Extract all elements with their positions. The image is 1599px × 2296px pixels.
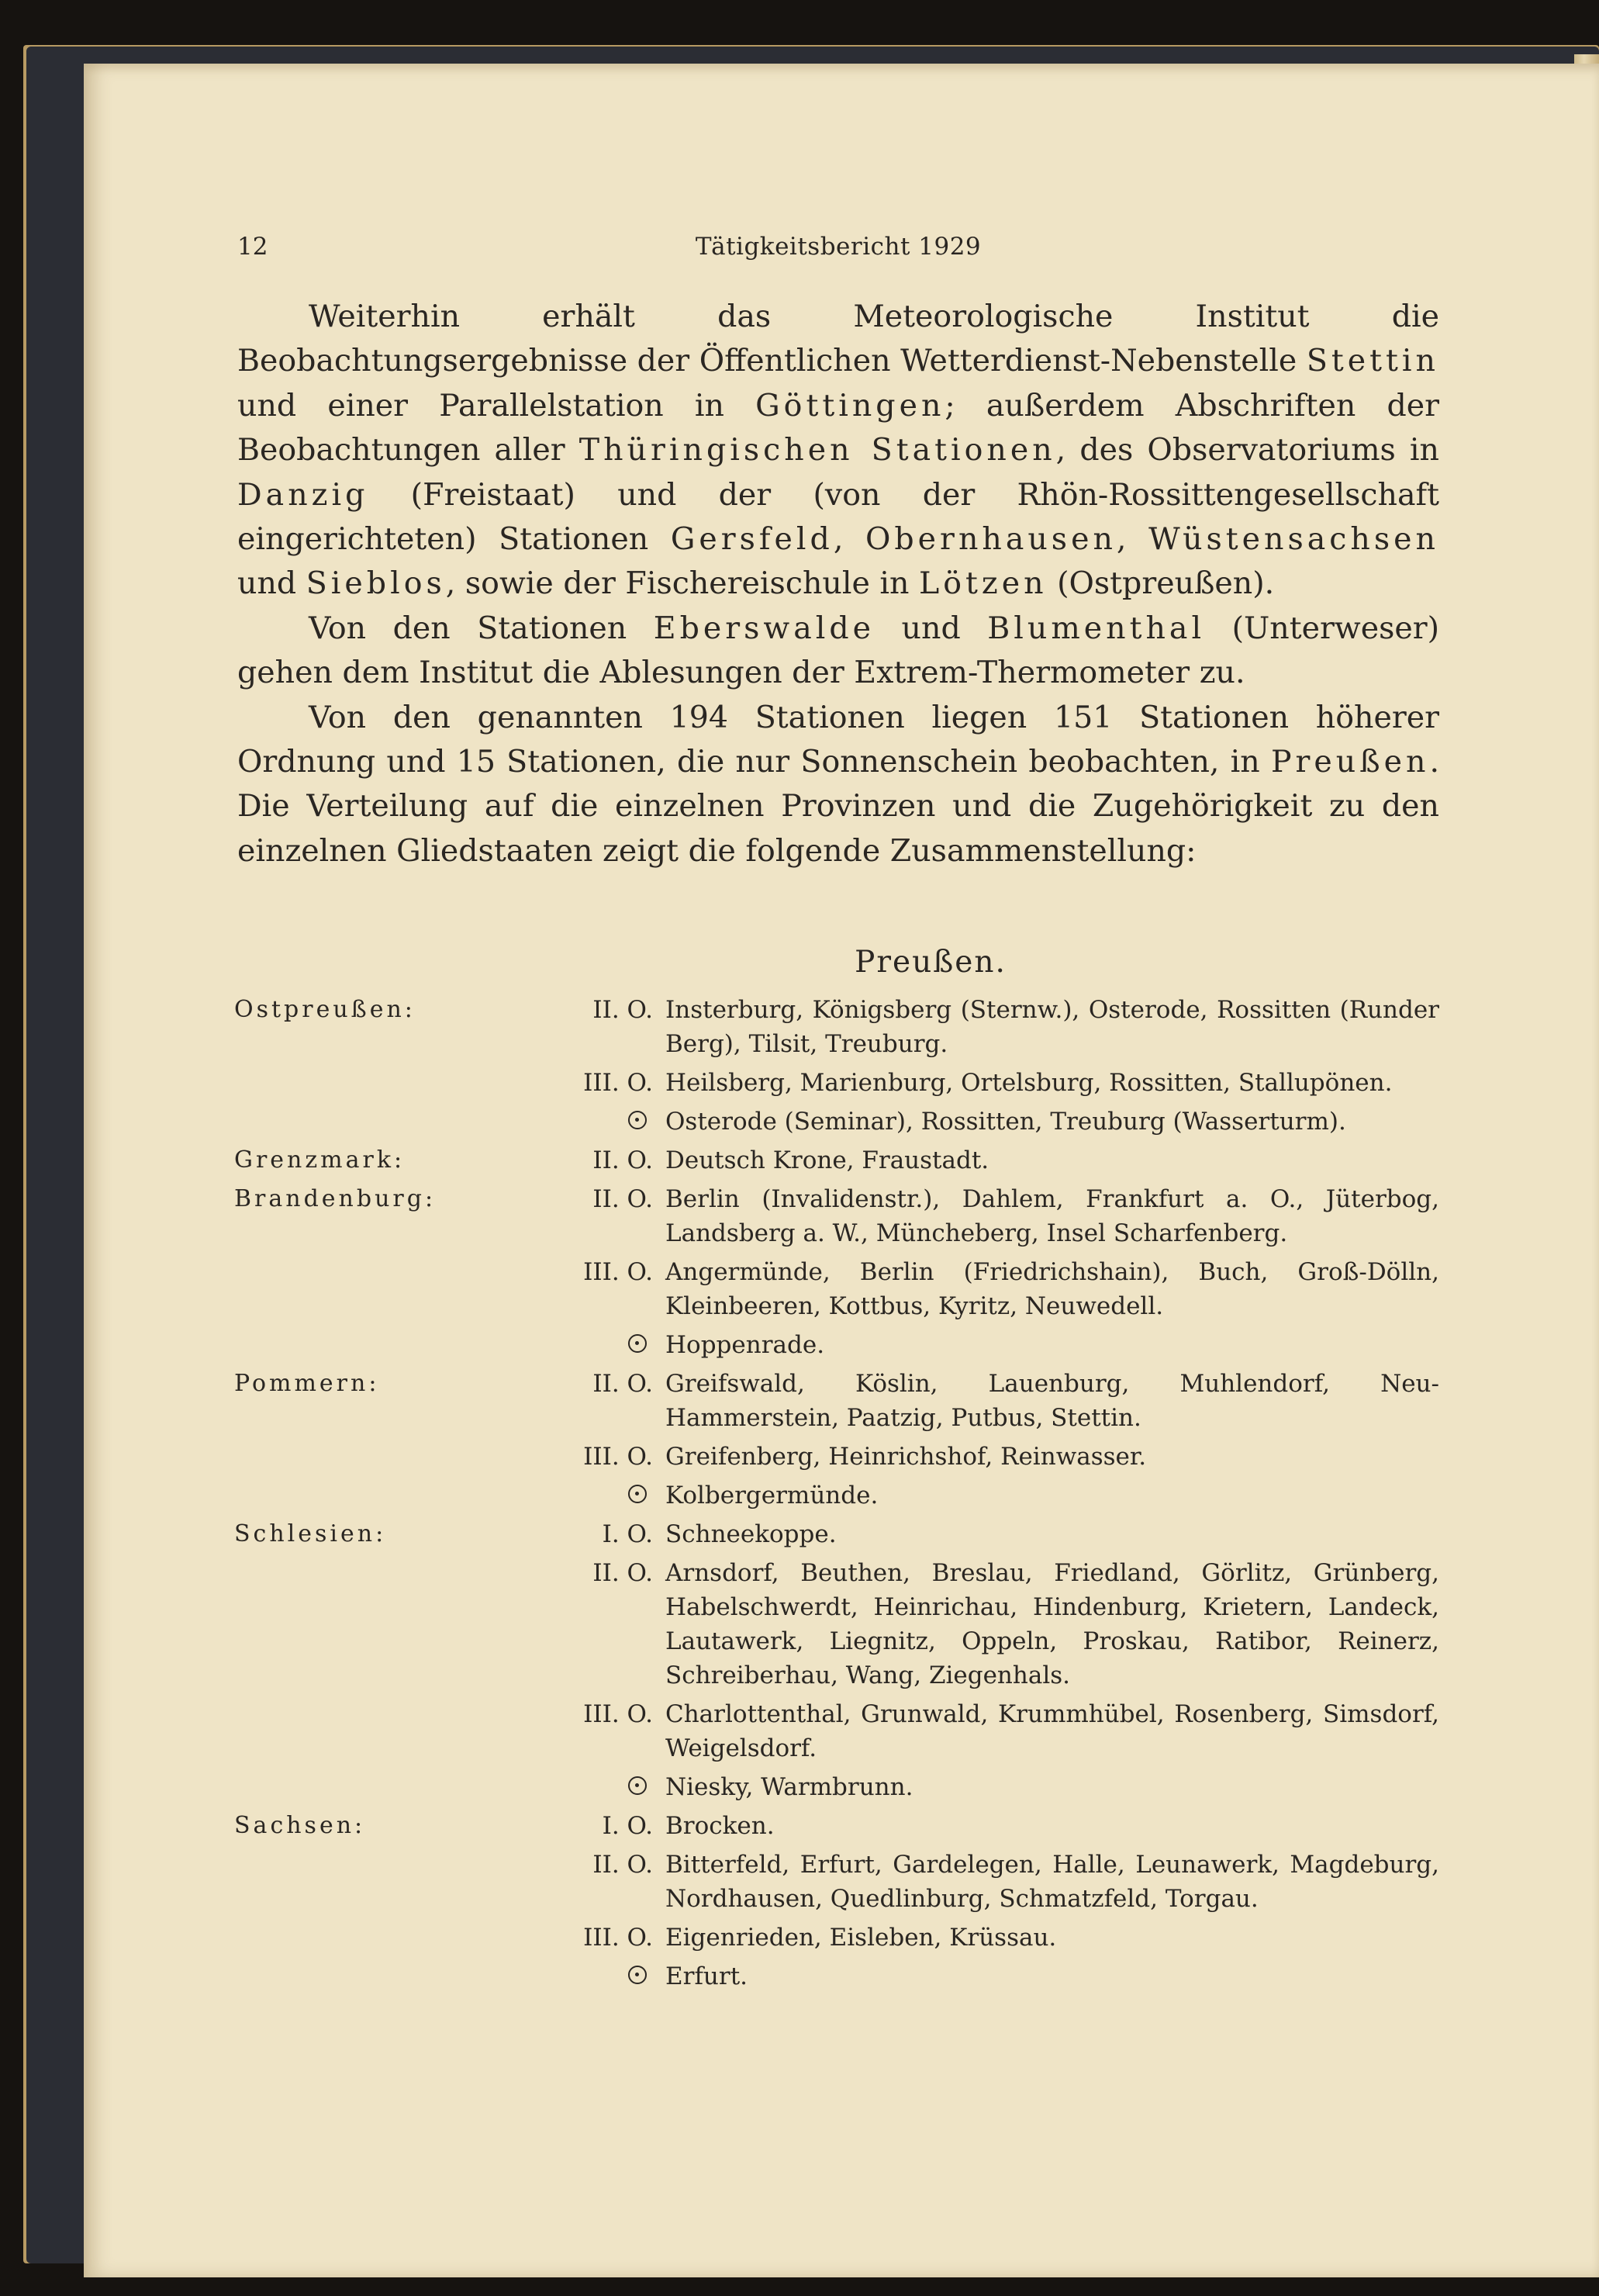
province-label: Pommern: [234, 1370, 380, 1397]
station-names: Niesky, Warmbrunn. [665, 1773, 913, 1801]
station-order: II. O. [592, 1851, 653, 1879]
province-label: Brandenburg: [234, 1185, 437, 1212]
spaced-name: Göttingen [755, 387, 945, 424]
station-order: II. O. [592, 1146, 653, 1174]
station-row [234, 1959, 1439, 1993]
text-run: Von den Stationen [309, 610, 654, 646]
sunshine-symbol-icon [628, 1334, 647, 1353]
sunshine-symbol-icon [628, 1111, 647, 1129]
station-names: Eigenrieden, Eisleben, Krüssau. [665, 1924, 1057, 1952]
station-order: III. O. [583, 1258, 653, 1286]
station-names: Insterburg, Königsberg (Sternw.), Osterode, Rossitten (Runder Berg), Tilsit, Treuburg. [665, 996, 1439, 1058]
spaced-name: Preußen [1270, 744, 1430, 780]
station-order: I. O. [602, 1812, 653, 1840]
spaced-name: Obernhausen [865, 521, 1117, 558]
station-order: III. O. [583, 1924, 653, 1952]
station-names: Deutsch Krone, Fraustadt. [665, 1146, 989, 1174]
station-names: Hoppenrade. [665, 1331, 825, 1359]
text-run: , [833, 521, 866, 558]
station-names: Arnsdorf, Beuthen, Breslau, Friedland, Görlitz, Grünberg, Habelschwerdt, Heinrichau, Hindenburg, Krietern, Landeck, Lautawerk, Liegnitz, Oppeln, Proskau, Ratibor, Reinerz, Schreiberhau, Wang, Ziegenhals. [665, 1559, 1439, 1689]
station-row [234, 1182, 1439, 1250]
sunshine-symbol-icon [628, 1776, 647, 1795]
station-row [234, 1328, 1439, 1362]
station-names: Brocken. [665, 1812, 775, 1840]
running-title: Tätigkeitsbericht 1929 [695, 233, 982, 261]
station-row [234, 1143, 1439, 1177]
text-run: ; außerdem Abschriften der Beobachtungen aller [237, 387, 1439, 469]
station-names: Heilsberg, Marienburg, Ortelsburg, Rossitten, Stallupönen. [665, 1069, 1393, 1097]
province-label: Sachsen: [234, 1812, 366, 1839]
text-run: Weiterhin erhält das Meteorologische Institut die Beobachtungsergebnisse der Öffentlichen Wetterdienst-Nebenstelle [237, 299, 1439, 379]
text-run: (Unterweser) gehen dem Institut die Ablesungen der Extrem-Thermometer zu. [237, 610, 1440, 691]
sunshine-symbol-icon [628, 1966, 647, 1984]
station-order: I. O. [602, 1520, 653, 1548]
paragraph-3 [237, 696, 1439, 874]
paragraph-2 [237, 607, 1439, 696]
station-names: Greifenberg, Heinrichshof, Reinwasser. [665, 1443, 1147, 1471]
station-row [234, 993, 1439, 1061]
text-run: und [237, 565, 306, 602]
station-order: II. O. [592, 1370, 653, 1398]
spaced-name: Danzig [237, 476, 369, 513]
body-text [237, 295, 1439, 873]
station-names: Berlin (Invalidenstr.), Dahlem, Frankfurt a. O., Jüterbog, Landsberg a. W., Müncheberg, Insel Scharfenberg. [665, 1185, 1439, 1247]
station-row [234, 1697, 1439, 1765]
station-order: III. O. [583, 1700, 653, 1728]
station-row [234, 1440, 1439, 1474]
spaced-name: Eberswalde [653, 610, 875, 646]
book-page [84, 64, 1599, 2277]
text-run: , des Observatoriums in [1055, 432, 1439, 469]
spaced-name: Thüringischen Stationen [578, 432, 1056, 469]
station-row [234, 1848, 1439, 1916]
station-row [234, 1105, 1439, 1139]
station-row [234, 1556, 1439, 1693]
station-row [234, 1478, 1439, 1513]
station-row [234, 1921, 1439, 1955]
station-names: Schneekoppe. [665, 1520, 837, 1548]
text-run: . Die Verteilung auf die einzelnen Provinzen und die Zugehörigkeit zu den einzelnen Gliedstaaten zeigt die folgende Zusammenstellung: [237, 744, 1439, 869]
spaced-name: Lötzen [919, 565, 1048, 602]
spaced-name: Gersfeld [670, 521, 834, 558]
station-names: Osterode (Seminar), Rossitten, Treuburg (Wasserturm). [665, 1108, 1346, 1136]
station-order: III. O. [583, 1443, 653, 1471]
station-row [234, 1367, 1439, 1435]
station-row [234, 1255, 1439, 1323]
spaced-name: Stettin [1306, 343, 1439, 379]
province-label: Schlesien: [234, 1520, 387, 1547]
text-run: und [875, 610, 988, 646]
province-label: Ostpreußen: [234, 996, 416, 1023]
station-names: Kolbergermünde. [665, 1482, 879, 1509]
text-run: und einer Parallelstation in [237, 387, 756, 424]
station-order: II. O. [592, 1559, 653, 1587]
station-names: Angermünde, Berlin (Friedrichshain), Buch, Groß-Dölln, Kleinbeeren, Kottbus, Kyritz, Neuwedell. [665, 1258, 1439, 1320]
station-names: Erfurt. [665, 1962, 748, 1990]
spaced-name: Wüstensachsen [1148, 521, 1439, 558]
page-number: 12 [237, 233, 268, 261]
station-listing [234, 993, 1439, 1998]
station-names: Charlottenthal, Grunwald, Krummhübel, Rosenberg, Simsdorf, Weigelsdorf. [665, 1700, 1439, 1762]
province-label: Grenzmark: [234, 1146, 406, 1174]
spaced-name: Sieblos [306, 565, 446, 602]
text-run: (Freistaat) und der (von der Rhön-Rossittengesellschaft eingerichteten) Stationen [237, 476, 1439, 558]
spaced-name: Blumenthal [987, 610, 1206, 646]
station-order: II. O. [592, 996, 653, 1024]
page-header [237, 233, 1439, 271]
section-heading: Preußen. [855, 945, 1007, 980]
text-run: , sowie der Fischereischule in [445, 565, 920, 602]
station-row [234, 1770, 1439, 1804]
station-names: Greifswald, Köslin, Lauenburg, Muhlendorf, Neu-Hammerstein, Paatzig, Putbus, Stettin. [665, 1370, 1439, 1432]
station-names: Bitterfeld, Erfurt, Gardelegen, Halle, Leunawerk, Magdeburg, Nordhausen, Quedlinburg, Schmatzfeld, Torgau. [665, 1851, 1439, 1913]
sunshine-symbol-icon [628, 1485, 647, 1503]
station-order: III. O. [583, 1069, 653, 1097]
paragraph-1 [237, 295, 1439, 607]
text-run: Von den genannten 194 Stationen liegen 151 Stationen höherer Ordnung und 15 Stationen, die nur Sonnenschein beobachten, in [237, 699, 1439, 780]
station-row [234, 1066, 1439, 1100]
station-order: II. O. [592, 1185, 653, 1213]
station-row [234, 1517, 1439, 1551]
text-run: , [1116, 521, 1149, 558]
station-row [234, 1809, 1439, 1843]
text-run: (Ostpreußen). [1047, 565, 1275, 602]
